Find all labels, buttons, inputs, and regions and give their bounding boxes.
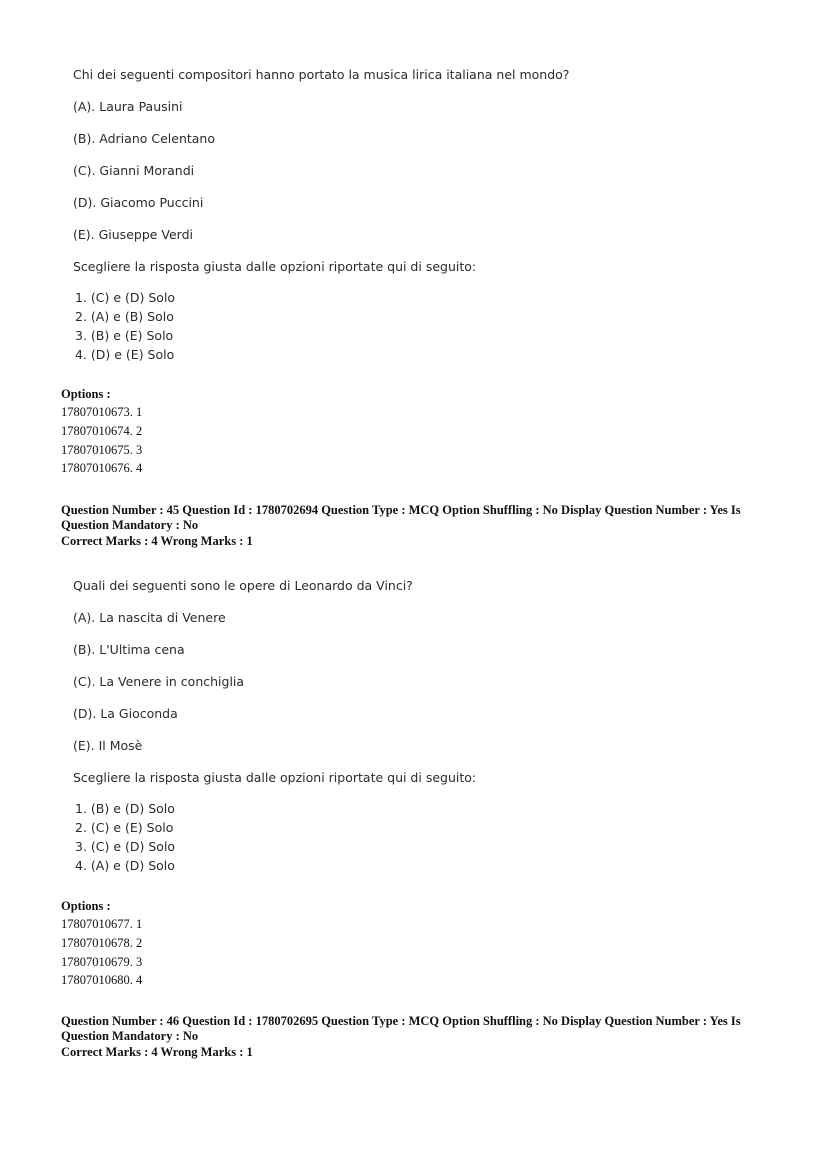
question-meta-line: Question Number : 46 Question Id : 1780702695 Question Type : MCQ Option Shuffling : No Display Question Number : Yes Is bbox=[61, 1014, 741, 1028]
choice-1: 1. (B) e (D) Solo bbox=[75, 801, 175, 816]
marks-line: Correct Marks : 4 Wrong Marks : 1 bbox=[61, 534, 253, 548]
statement-d: (D). La Gioconda bbox=[73, 706, 178, 721]
choice-1: 1. (C) e (D) Solo bbox=[75, 290, 176, 305]
option-id-1: 17807010673. 1 bbox=[61, 405, 143, 419]
option-id-2: 17807010674. 2 bbox=[61, 424, 143, 438]
question-text: Chi dei seguenti compositori hanno portato la musica lirica italiana nel mondo? bbox=[73, 67, 570, 82]
option-id-3: 17807010675. 3 bbox=[61, 443, 143, 457]
choice-2: 2. (C) e (E) Solo bbox=[75, 820, 174, 835]
statement-a: (A). Laura Pausini bbox=[73, 99, 183, 114]
statement-b: (B). L'Ultima cena bbox=[73, 642, 185, 657]
instruction-text: Scegliere la risposta giusta dalle opzioni riportate qui di seguito: bbox=[73, 259, 477, 274]
statement-a: (A). La nascita di Venere bbox=[73, 610, 226, 625]
options-label: Options : bbox=[61, 387, 111, 401]
marks-line: Correct Marks : 4 Wrong Marks : 1 bbox=[61, 1045, 253, 1059]
choice-3: 3. (C) e (D) Solo bbox=[75, 839, 176, 854]
statement-e: (E). Giuseppe Verdi bbox=[73, 227, 194, 242]
statement-e: (E). Il Mosè bbox=[73, 738, 143, 753]
question-text: Quali dei seguenti sono le opere di Leonardo da Vinci? bbox=[73, 578, 413, 593]
choice-3: 3. (B) e (E) Solo bbox=[75, 328, 174, 343]
question-mandatory-line: Question Mandatory : No bbox=[61, 518, 199, 532]
option-id-4: 17807010680. 4 bbox=[61, 973, 143, 987]
instruction-text: Scegliere la risposta giusta dalle opzioni riportate qui di seguito: bbox=[73, 770, 477, 785]
options-label: Options : bbox=[61, 899, 111, 913]
option-id-1: 17807010677. 1 bbox=[61, 917, 143, 931]
statement-d: (D). Giacomo Puccini bbox=[73, 195, 204, 210]
statement-c: (C). Gianni Morandi bbox=[73, 163, 195, 178]
option-id-2: 17807010678. 2 bbox=[61, 936, 143, 950]
option-id-4: 17807010676. 4 bbox=[61, 461, 143, 475]
question-mandatory-line: Question Mandatory : No bbox=[61, 1029, 199, 1043]
choice-4: 4. (A) e (D) Solo bbox=[75, 858, 175, 873]
choice-4: 4. (D) e (E) Solo bbox=[75, 347, 175, 362]
question-meta-line: Question Number : 45 Question Id : 1780702694 Question Type : MCQ Option Shuffling : No Display Question Number : Yes Is bbox=[61, 503, 741, 517]
option-id-3: 17807010679. 3 bbox=[61, 955, 143, 969]
statement-c: (C). La Venere in conchiglia bbox=[73, 674, 245, 689]
statement-b: (B). Adriano Celentano bbox=[73, 131, 215, 146]
choice-2: 2. (A) e (B) Solo bbox=[75, 309, 174, 324]
